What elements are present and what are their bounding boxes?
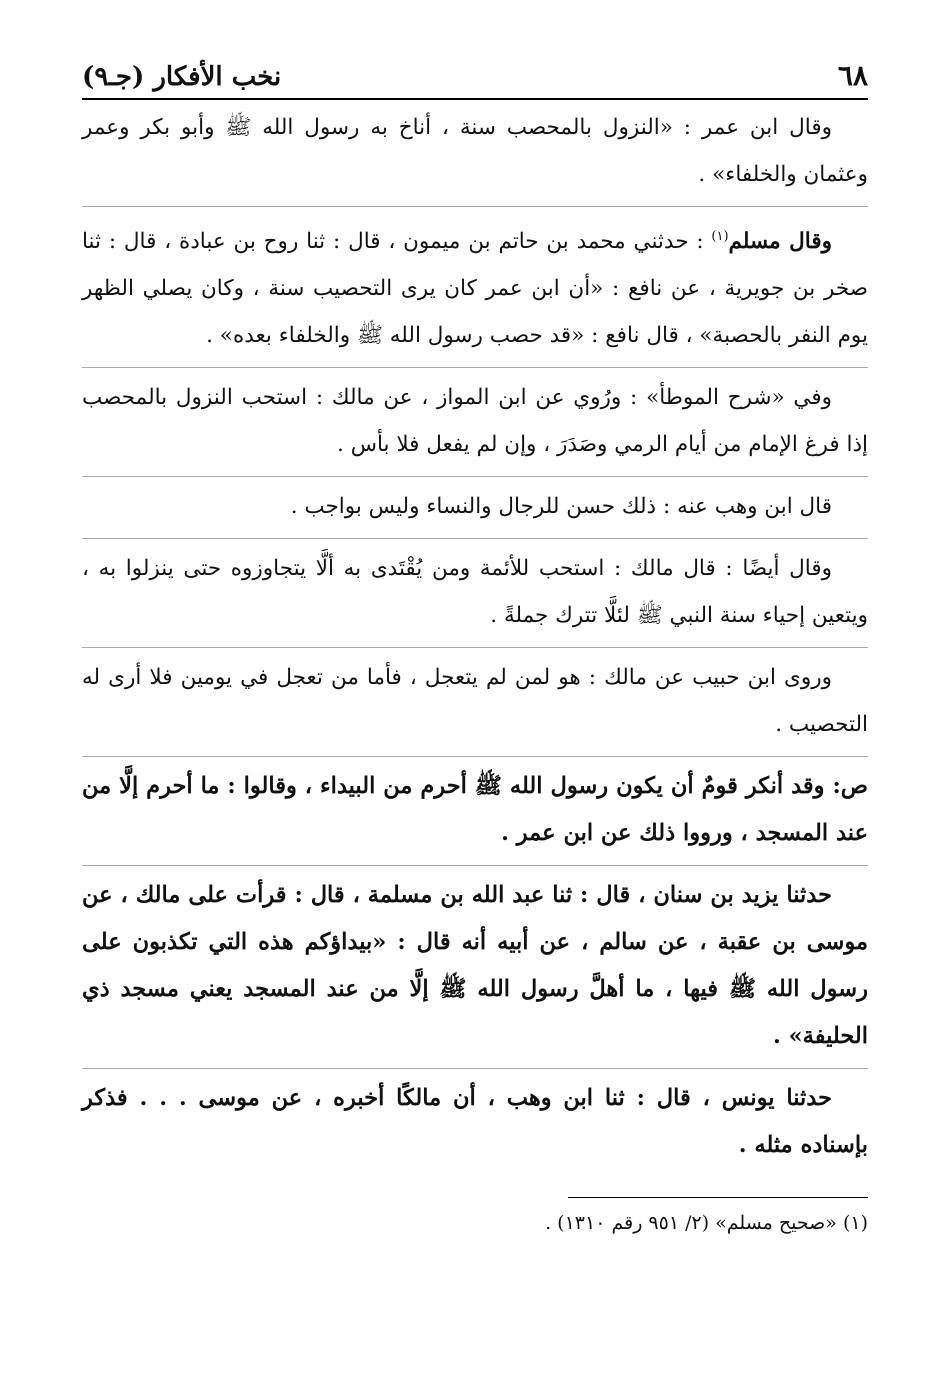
page-header <box>82 52 868 92</box>
footnote: (١) «صحيح مسلم» (٢/ ٩٥١ رقم ١٣١٠) . <box>545 1212 868 1235</box>
running-title: نخب الأفكار (جـ٩) <box>82 62 282 92</box>
narrator-lead: وقال مسلم <box>728 229 832 255</box>
paragraph-7: ص: وقد أنكر قومٌ أن يكون رسول الله ﷺ أحرم من البيداء ، وقالوا : ما أحرم إلَّا من عند المسجد ، ورووا ذلك عن ابن عمر . <box>82 773 868 847</box>
paragraph-divider <box>82 865 868 866</box>
paragraph-divider <box>82 538 868 539</box>
paragraph-4: قال ابن وهب عنه : ذلك حسن للرجال والنساء وليس بواجب . <box>290 494 832 520</box>
page <box>82 52 868 1240</box>
paragraph-8: حدثنا يزيد بن سنان ، قال : ثنا عبد الله بن مسلمة ، قال : قرأت على مالك ، عن موسى بن عقبة ، عن سالم ، عن أبيه أنه قال : «بيداؤكم هذه التي تكذبون على رسول الله ﷺ فيها ، ما أهلَّ رسول الله ﷺ إلَّا من عند المسجد يعني مسجد ذي الحليفة» . <box>82 882 868 1050</box>
paragraph-9: حدثنا يونس ، قال : ثنا ابن وهب ، أن مالكًا أخبره ، عن موسى . . . فذكر بإسناده مثله . <box>82 1085 868 1159</box>
footnote-separator <box>568 1197 868 1198</box>
paragraph-3: وفي «شرح الموطأ» : ورُوي عن ابن المواز ، عن مالك : استحب النزول بالمحصب إذا فرغ الإمام من أيام الرمي وصَدَرَ ، وإن لم يفعل فلا بأس . <box>82 385 868 458</box>
paragraph-1: وقال ابن عمر : «النزول بالمحصب سنة ، أناخ به رسول الله ﷺ وأبو بكر وعمر وعثمان والخلفاء» . <box>82 115 868 187</box>
paragraph-divider <box>82 476 868 477</box>
paragraph-divider <box>82 206 868 207</box>
paragraph-2: وقال مسلم$^{(١)}$ : حدثني محمد بن حاتم بن ميمون ، قال : ثنا روح بن عبادة ، قال : ثنا صخر بن جويرية ، عن نافع : «أن ابن عمر كان يرى التحصيب سنة ، وكان يصلي الظهر يوم النفر بالحصبة» ، قال نافع : «قد حصب رسول الله ﷺ والخلفاء بعده» . <box>82 229 868 349</box>
paragraph-divider <box>82 367 868 368</box>
paragraph-6: وروى ابن حبيب عن مالك : هو لمن لم يتعجل ، فأما من تعجل في يومين فلا أرى له التحصيب . <box>82 665 868 738</box>
page-number: ٦٨ <box>837 59 868 92</box>
paragraph-5: وقال أيضًا : قال مالك : استحب للأئمة ومن يُقْتَدى به ألَّا يتجاوزوه حتى ينزلوا به ، ويتعين إحياء سنة النبي ﷺ لئلَّا تترك جملةً . <box>82 556 868 629</box>
paragraph-divider <box>82 756 868 757</box>
paragraph-divider <box>82 1068 868 1069</box>
paragraph-divider <box>82 647 868 648</box>
footnote-ref[interactable]: (١) <box>711 229 729 244</box>
